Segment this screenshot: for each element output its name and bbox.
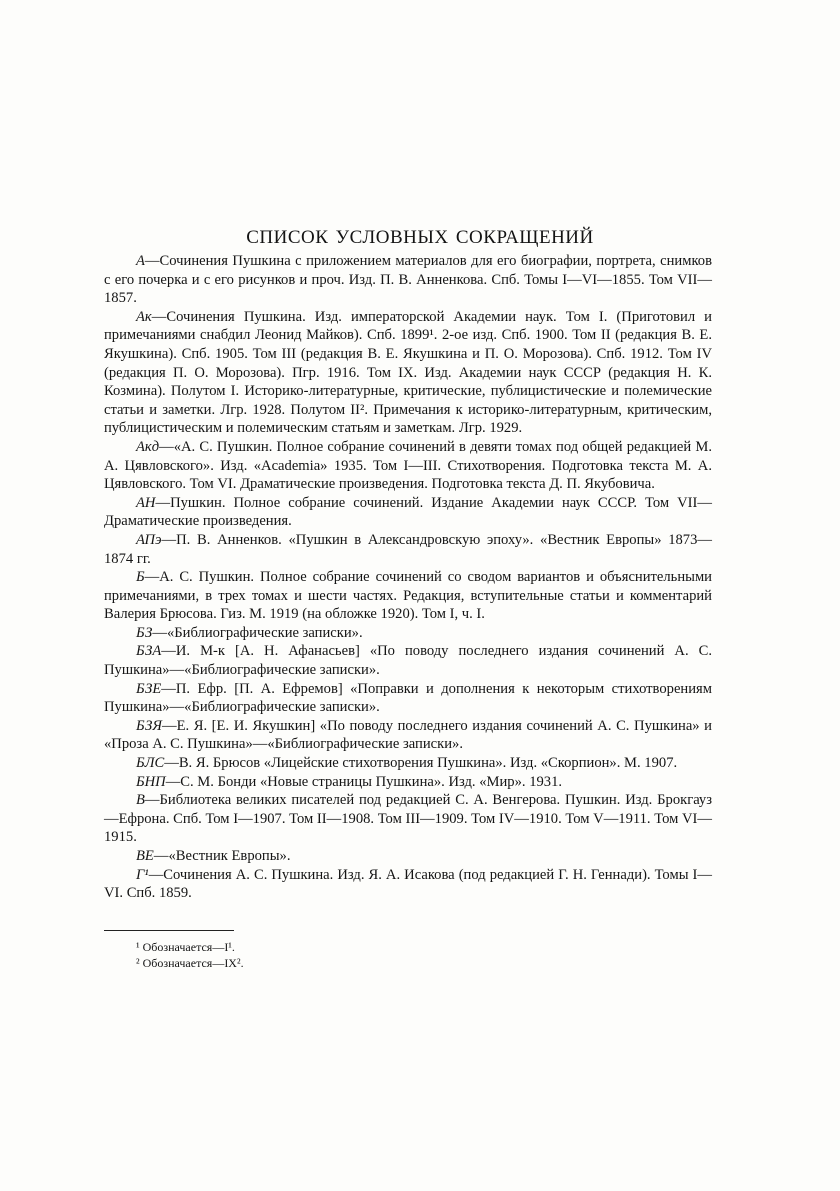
abbreviation: БНП xyxy=(136,773,166,790)
abbreviation: Ак xyxy=(136,308,152,325)
list-item xyxy=(104,531,712,568)
abbreviation: БЗ xyxy=(136,624,153,641)
list-item xyxy=(104,252,712,308)
abbreviation: ВЕ xyxy=(136,848,154,864)
abbreviation-description: —«Вестник Европы». xyxy=(153,848,291,864)
abbreviation-description: —Сочинения Пушкина. Изд. императорской Академии наук. Том I. (Приготовил и примечаниями снабдил Леонид Майков). Спб. 1899¹. 2-ое изд. Спб. 1900. Том II (редакция В. Е. Якушкина). Спб. 1905. Том III (редакция В. Е. Якушкина и П. О. Морозова). Спб. 1912. Том IV (редакция П. О. Морозова). Пгр. 1916. Том IX. Изд. Академии наук СССР (редакция Н. К. Козмина). Полутом I. Историко-литературные, критические, публицистические и полемические статьи и заметки. Лгр. 1928. Полутом II². Примечания к историко-литературным, критическим, публицистическим и полемическим статьям и заметкам. Лгр. 1929. xyxy=(104,308,712,437)
list-item xyxy=(104,680,712,717)
footnote-text: Обозначается—IX². xyxy=(142,956,244,970)
list-item xyxy=(104,847,712,866)
abbreviation-description: —П. Ефр. [П. А. Ефремов] «Поправки и дополнения к некоторым стихотворениям Пушкина»—«Библиографические записки». xyxy=(104,680,712,716)
footnote xyxy=(104,939,404,955)
footnote-divider xyxy=(104,930,234,931)
abbreviation-description: —Е. Я. [Е. И. Якушкин] «По поводу последнего издания сочинений А. С. Пушкина» и «Проза А. С. Пушкина»—«Библиографические записки». xyxy=(104,717,712,753)
list-item xyxy=(104,773,712,792)
list-item xyxy=(104,624,712,643)
list-item xyxy=(104,866,712,903)
list-item xyxy=(104,791,712,847)
footnotes xyxy=(104,930,404,971)
list-item xyxy=(104,308,712,438)
list-item xyxy=(104,642,712,679)
abbreviation: БЛС xyxy=(136,755,165,772)
footnote-mark: ² xyxy=(136,956,140,970)
abbreviation-description: —С. М. Бонди «Новые страницы Пушкина». Изд. «Мир». 1931. xyxy=(165,773,563,790)
footnote-text: Обозначается—I¹. xyxy=(142,940,235,954)
abbreviation: БЗЕ xyxy=(136,680,162,697)
footnote xyxy=(104,955,404,971)
list-item xyxy=(104,438,712,494)
abbreviation-description: —И. М-к [А. Н. Афанасьев] «По поводу последнего издания сочинений А. С. Пушкина»—«Библиографические записки». xyxy=(104,643,712,679)
abbreviation: АН xyxy=(136,494,156,511)
list-item xyxy=(104,754,712,773)
abbreviation-list xyxy=(104,252,712,903)
list-item xyxy=(104,717,712,754)
abbreviation: В xyxy=(136,792,145,809)
abbreviation-description: —П. В. Анненков. «Пушкин в Александровскую эпоху». «Вестник Европы» 1873—1874 гг. xyxy=(104,531,712,567)
abbreviation-description: —Сочинения А. С. Пушкина. Изд. Я. А. Исакова (под редакцией Г. Н. Геннади). Томы I—VI. Спб. 1859. xyxy=(104,866,712,902)
abbreviation: АПэ xyxy=(136,531,162,548)
abbreviation: БЗЯ xyxy=(136,717,162,734)
abbreviation: Б xyxy=(136,569,145,586)
abbreviation-description: —Библиотека великих писателей под редакцией С. А. Венгерова. Пушкин. Изд. Брокгауз—Ефрона. Спб. Том I—1907. Том II—1908. Том III—1909. Том IV—1910. Том V—1911. Том VI—1915. xyxy=(104,792,712,846)
page-title: СПИСОК УСЛОВНЫХ СОКРАЩЕНИЙ xyxy=(246,226,594,248)
abbreviation: БЗА xyxy=(136,643,162,660)
list-item xyxy=(104,568,712,624)
abbreviation-description: —Пушкин. Полное собрание сочинений. Издание Академии наук СССР. Том VII—Драматические произведения. xyxy=(104,494,712,530)
abbreviation-description: —А. С. Пушкин. Полное собрание сочинений со сводом вариантов и объяснительными примечаниями, в трех томах и шести частях. Редакция, вступительные статьи и комментарий Валерия Брюсова. Гиз. М. 1919 (на обложке 1920). Том I, ч. I. xyxy=(104,569,712,623)
footnote-mark: ¹ xyxy=(136,940,140,954)
abbreviation-description: —В. Я. Брюсов «Лицейские стихотворения Пушкина». Изд. «Скорпион». М. 1907. xyxy=(164,755,678,772)
abbreviation: Акд xyxy=(136,438,160,455)
abbreviation-description: —Сочинения Пушкина с приложением материалов для его биографии, портрета, снимков с его почерка и с его рисунков и проч. Изд. П. В. Анненкова. Спб. Томы I—VI—1855. Том VII—1857. xyxy=(104,253,712,307)
abbreviation-description: —«Библиографические записки». xyxy=(152,624,363,641)
list-item xyxy=(104,494,712,531)
abbreviation-description: —«А. С. Пушкин. Полное собрание сочинений в девяти томах под общей редакцией М. А. Цявловского». Изд. «Academia» 1935. Том I—III. Стихотворения. Подготовка текста М. А. Цявловского. Том VI. Драматические произведения. Подготовка текста Д. П. Якубовича. xyxy=(104,438,712,493)
abbreviation: Г¹ xyxy=(136,866,149,883)
abbreviation: А xyxy=(136,253,145,269)
